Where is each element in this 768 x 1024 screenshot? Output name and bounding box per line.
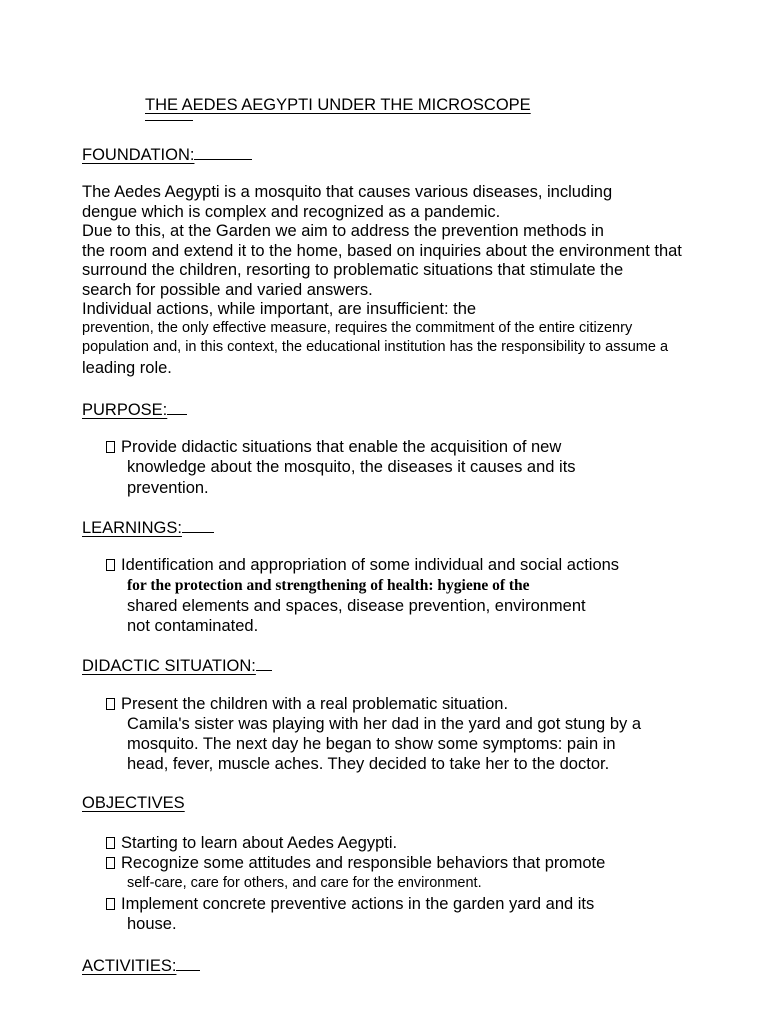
foundation-line-1: The Aedes Aegypti is a mosquito that causes various diseases, including bbox=[82, 183, 613, 201]
activities-heading-rule bbox=[176, 956, 200, 971]
foundation-line-4: the room and extend it to the home, based on inquiries about the environment that bbox=[82, 242, 682, 260]
activities-heading bbox=[82, 956, 200, 975]
checkbox-bullet-icon bbox=[106, 898, 115, 910]
foundation-line-9: population and, in this context, the educational institution has the responsibility to assume a bbox=[82, 339, 669, 355]
checkbox-bullet-icon bbox=[106, 698, 115, 710]
checkbox-bullet-icon bbox=[106, 441, 115, 453]
purpose-bullet bbox=[106, 439, 561, 456]
title-underline-mark bbox=[145, 120, 193, 121]
foundation-heading bbox=[82, 145, 252, 164]
foundation-line-7: Individual actions, while important, are insufficient: the bbox=[82, 300, 477, 318]
objectives-item-2-line-2: self-care, care for others, and care for the environment. bbox=[127, 875, 482, 891]
foundation-line-5: surround the children, resorting to problematic situations that stimulate the bbox=[82, 261, 624, 279]
purpose-line-3: prevention. bbox=[127, 479, 209, 497]
objectives-item-3 bbox=[106, 896, 594, 913]
objectives-item-3-line-1: Implement concrete preventive actions in the garden yard and its bbox=[121, 895, 595, 913]
learnings-line-3: shared elements and spaces, disease prevention, environment bbox=[127, 597, 586, 615]
objectives-item-2 bbox=[106, 855, 605, 872]
checkbox-bullet-icon bbox=[106, 857, 115, 869]
purpose-heading-rule bbox=[167, 400, 187, 415]
learnings-bullet bbox=[106, 557, 619, 574]
learnings-line-4: not contaminated. bbox=[127, 617, 259, 635]
foundation-heading-rule bbox=[194, 145, 252, 160]
learnings-heading-text: LEARNINGS: bbox=[82, 519, 182, 537]
didactic-situation-line-2: Camila's sister was playing with her dad in the yard and got stung by a bbox=[127, 715, 642, 733]
didactic-situation-line-4: head, fever, muscle aches. They decided to take her to the doctor. bbox=[127, 755, 610, 773]
didactic-situation-bullet bbox=[106, 696, 508, 713]
learnings-line-2: for the protection and strengthening of health: hygiene of the bbox=[127, 577, 530, 594]
foundation-line-3: Due to this, at the Garden we aim to address the prevention methods in bbox=[82, 222, 604, 240]
didactic-situation-line-1: Present the children with a real problematic situation. bbox=[121, 695, 509, 713]
foundation-line-2: dengue which is complex and recognized as a pandemic. bbox=[82, 203, 501, 221]
didactic-situation-line-3: mosquito. The next day he began to show some symptoms: pain in bbox=[127, 735, 616, 753]
checkbox-bullet-icon bbox=[106, 559, 115, 571]
foundation-line-6: search for possible and varied answers. bbox=[82, 281, 373, 299]
activities-heading-text: ACTIVITIES: bbox=[82, 957, 177, 975]
objectives-item-2-line-1: Recognize some attitudes and responsible behaviors that promote bbox=[121, 854, 606, 872]
didactic-situation-heading-rule bbox=[256, 656, 272, 671]
purpose-line-2: knowledge about the mosquito, the diseases it causes and its bbox=[127, 458, 576, 476]
document-title: THE AEDES AEGYPTI UNDER THE MICROSCOPE bbox=[145, 96, 531, 114]
objectives-item-1-line-1: Starting to learn about Aedes Aegypti. bbox=[121, 834, 398, 852]
learnings-heading bbox=[82, 518, 214, 537]
learnings-line-1: Identification and appropriation of some individual and social actions bbox=[121, 556, 620, 574]
objectives-item-1 bbox=[106, 835, 397, 852]
learnings-heading-rule bbox=[182, 518, 214, 533]
didactic-situation-heading-text: DIDACTIC SITUATION: bbox=[82, 657, 256, 675]
purpose-heading-text: PURPOSE: bbox=[82, 401, 168, 419]
objectives-heading bbox=[82, 795, 185, 812]
foundation-line-8: prevention, the only effective measure, requires the commitment of the entire citizenry bbox=[82, 320, 633, 336]
foundation-heading-text: FOUNDATION: bbox=[82, 146, 195, 164]
objectives-item-3-line-2: house. bbox=[127, 915, 177, 933]
purpose-heading bbox=[82, 400, 187, 419]
purpose-line-1: Provide didactic situations that enable the acquisition of new bbox=[121, 438, 562, 456]
checkbox-bullet-icon bbox=[106, 837, 115, 849]
objectives-heading-text: OBJECTIVES bbox=[82, 794, 185, 812]
didactic-situation-heading bbox=[82, 656, 272, 675]
foundation-line-10: leading role. bbox=[82, 359, 172, 377]
